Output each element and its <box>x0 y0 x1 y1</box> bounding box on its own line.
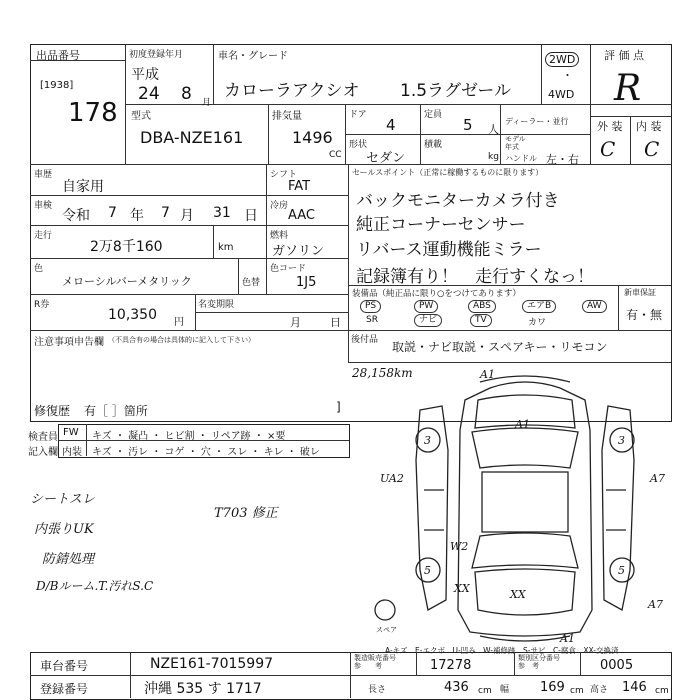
person-unit: 人 <box>488 123 499 136</box>
mileage: 2万8千160 <box>90 239 163 255</box>
color-change-label: 色替 <box>242 278 261 288</box>
capacity: 5 <box>463 116 473 134</box>
mark-xx-left: XX <box>454 582 470 595</box>
model: DBA-NZE161 <box>140 128 244 147</box>
equip-tv: TV <box>470 314 492 327</box>
use-value: 自家用 <box>62 179 104 195</box>
inspection-year: 7 <box>108 205 117 221</box>
month: 8 <box>181 84 192 104</box>
notes-label: 注意事項申告欄 <box>34 337 104 348</box>
inspection-year-unit: 年 <box>130 208 144 224</box>
handnote-1: シートスレ <box>30 492 95 507</box>
inspector-row2-head: 内装 <box>62 447 82 458</box>
new-warranty-label: 新車保証 <box>624 288 656 297</box>
mark-3-left: 3 <box>424 434 431 447</box>
score-label: 評 価 点 <box>604 49 644 62</box>
equip-leather: カワ <box>528 318 547 328</box>
km-unit: km <box>218 242 234 253</box>
equip-pw: PW <box>414 300 438 313</box>
equip-sr: SR <box>366 315 378 325</box>
model-year-label: モデル 年式 <box>505 135 526 151</box>
color-code-label: 色コード <box>270 264 307 274</box>
inspection-day: 31 <box>213 205 231 221</box>
displacement: 1496 <box>292 128 333 147</box>
ac: AAC <box>288 208 315 223</box>
sales-point-2: 純正コーナーセンサー <box>356 215 526 235</box>
interior-label: 内 装 <box>636 120 662 133</box>
repair-label: 修復歴 <box>34 404 71 418</box>
drive-dot: ・ <box>562 69 573 82</box>
ac-label: 冷房 <box>270 201 289 211</box>
car-name: カローラアクシオ <box>224 81 360 101</box>
mark-3-right: 3 <box>618 434 625 447</box>
mark-a7-right: A7 <box>650 472 665 485</box>
length-unit: cm <box>478 686 492 696</box>
sales-point-3: リバース運動機能ミラー <box>356 240 542 260</box>
name-change-day: 日 <box>330 316 341 329</box>
retrofit-value: 取説・ナビ取説・スペアキー・リモコン <box>392 340 608 354</box>
color: メローシルバーメタリック <box>62 275 192 288</box>
damage-legend: A-キズ E-エクボ U-凹み W-補修跡 S-サビ C-腐食 XX-交換済 <box>385 646 619 655</box>
lot-number: 178 <box>68 98 118 128</box>
class-no: 0005 <box>600 658 634 673</box>
length: 436 <box>444 680 469 695</box>
height-label: 高さ <box>590 685 609 695</box>
model-label: 型式 <box>131 111 151 122</box>
month-unit: 月 <box>202 98 212 108</box>
mark-5-left: 5 <box>424 564 431 577</box>
grade: 1.5ラグゼール <box>400 81 512 101</box>
kg-unit: kg <box>488 152 499 162</box>
inspection-month-unit: 月 <box>180 208 194 224</box>
mileage-label: 走行 <box>34 231 53 241</box>
mark-a7-rear: A7 <box>648 598 663 611</box>
inspector-row2: キズ ・ 汚レ ・ コゲ ・ 穴 ・ スレ ・ キレ ・ 破レ <box>92 447 320 458</box>
exterior-grade: C <box>600 137 616 161</box>
sales-point-4: 記録簿有り！ 走行すくなっ！ <box>356 267 594 287</box>
drive-2wd: 2WD <box>545 52 579 67</box>
use-label: 車歴 <box>34 170 53 180</box>
recycle-label: R券 <box>34 300 50 310</box>
lot-sub: [1938] <box>40 80 74 91</box>
equip-navi: ナビ <box>414 314 442 327</box>
doors: 4 <box>386 116 396 134</box>
width-unit: cm <box>570 686 584 696</box>
inspector-row1: キズ ・ 凝凸 ・ ヒビ割 ・ リペア跡 ・ ×要 <box>92 431 286 442</box>
handnote-3: 防錆処理 <box>42 552 95 567</box>
year: 24 <box>138 84 160 104</box>
cc-unit: CC <box>329 150 342 160</box>
height: 146 <box>622 680 647 695</box>
lot-label: 出品番号 <box>36 49 80 62</box>
fuel-label: 燃料 <box>270 231 289 241</box>
length-label: 長さ <box>368 685 387 695</box>
recycle: 10,350 <box>108 307 157 323</box>
color-label: 色 <box>34 264 44 274</box>
chassis: NZE161-7015997 <box>150 656 274 672</box>
first-reg-label: 初度登録年月 <box>129 50 184 60</box>
width-label: 幅 <box>500 685 510 695</box>
mark-a1-rear: A1 <box>560 632 575 645</box>
inspection-month: 7 <box>161 205 170 221</box>
chassis-label: 車台番号 <box>40 659 89 673</box>
handnote-2: 内張りUK <box>34 522 94 537</box>
plate-label: 登録番号 <box>40 682 89 696</box>
retrofit-label: 後付品 <box>351 335 379 345</box>
exterior-label: 外 装 <box>597 120 623 133</box>
equip-ps: PS <box>360 300 381 313</box>
sales-points-label: セールスポイント（正常に稼働するものに限ります） <box>352 168 544 177</box>
name-change-month: 月 <box>290 316 301 329</box>
inspector-label-1: 検査員 <box>28 432 58 443</box>
handle-value: 左・右 <box>546 153 579 166</box>
capacity-label: 定員 <box>424 110 443 120</box>
shape-label: 形状 <box>349 140 368 150</box>
dealer-no-label: 製造販売番号 参 考 <box>354 654 396 670</box>
height-unit: cm <box>655 686 669 696</box>
name-change-label: 名変期限 <box>198 300 235 310</box>
drive-4wd: 4WD <box>548 88 575 101</box>
name-label: 車名・グレード <box>218 51 288 62</box>
shift: FAT <box>288 179 311 194</box>
handnote-4: D/Bルーム.T.汚れS.C <box>36 579 154 593</box>
score: R <box>614 68 642 109</box>
equip-airbag: エアB <box>522 300 556 313</box>
handle-label: ハンドル <box>505 154 537 163</box>
color-code: 1J5 <box>296 275 317 290</box>
width: 169 <box>540 680 565 695</box>
doors-label: ドア <box>349 110 367 120</box>
mark-a1-front: A1 <box>480 368 495 381</box>
spare-label: スペア <box>376 626 397 634</box>
displacement-label: 排気量 <box>272 111 302 122</box>
repair-value: 有［ ］箇所 <box>84 404 148 418</box>
sales-point-1: バックモニターカメラ付き <box>356 191 560 211</box>
mileage-handnote: 28,158km <box>352 366 413 380</box>
equip-abs: ABS <box>468 300 496 313</box>
inspector-row1-head: FW <box>63 427 79 438</box>
repair-bracket: ] <box>336 400 341 414</box>
handnote-t: T703 修正 <box>214 506 278 521</box>
shift-label: シフト <box>270 170 298 180</box>
inspection-label: 車検 <box>34 201 53 211</box>
new-warranty-value: 有・無 <box>626 308 663 322</box>
shape: セダン <box>366 151 406 166</box>
inspection-day-unit: 日 <box>244 208 258 224</box>
era: 平成 <box>131 67 159 83</box>
class-label: 類別区分番号 参 考 <box>518 654 560 670</box>
fuel: ガソリン <box>272 244 325 259</box>
plate: 沖縄 535 す 1717 <box>144 681 262 697</box>
dealer-label: ディーラー・並行 <box>505 117 569 126</box>
mark-ua2: UA2 <box>380 472 404 485</box>
mark-w2: W2 <box>450 540 469 553</box>
equipment-label: 装備品（純正品に限り○をつけてあります） <box>352 289 521 299</box>
yen-unit: 円 <box>174 317 184 328</box>
mark-a1-hood: A1 <box>515 418 530 431</box>
notes-sub: （不具合有の場合は具体的に記入して下さい） <box>108 336 255 344</box>
dealer-no: 17278 <box>430 658 472 673</box>
mark-xx-trunk: XX <box>510 588 526 601</box>
load-label: 積載 <box>424 140 443 150</box>
mark-5-right: 5 <box>618 564 625 577</box>
inspection-era: 令和 <box>62 208 90 224</box>
inspector-label-2: 記入欄 <box>28 447 58 458</box>
equip-aw: AW <box>582 300 607 313</box>
interior-grade: C <box>644 137 660 161</box>
